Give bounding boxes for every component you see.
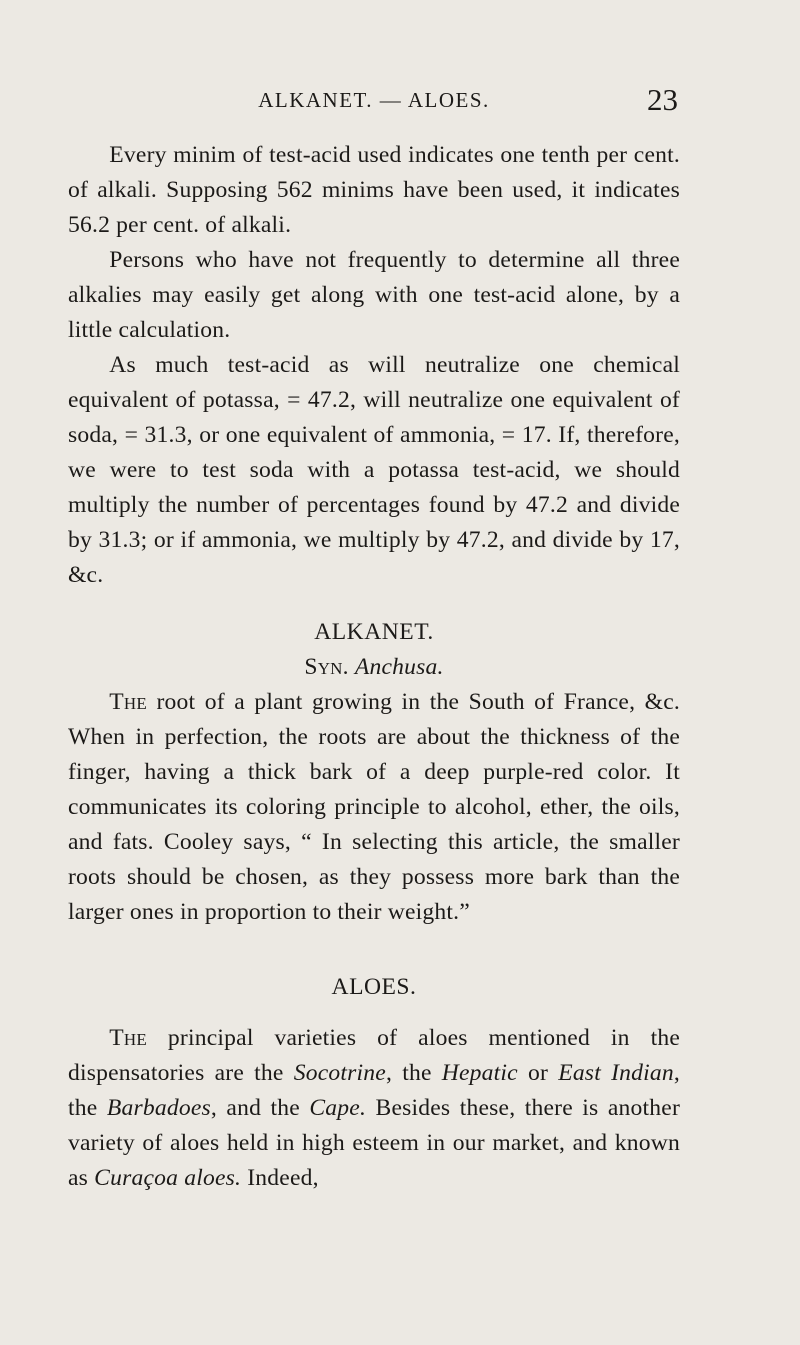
- text-run: Besides these, there is another variety of aloes held in high esteem in our market, and known as: [68, 1095, 681, 1191]
- paragraph-alkanet-text: root of a plant growing in the South of France, &c. When in perfection, the roots are about the thickness of the finger, having a thick bark of a deep purple-red color. It communicates its coloring principle to alcohol, ether, the oils, and fats. Cooley says, “ In selecting this article, the smaller roots should be chosen, as they possess more bark than the larger ones in proportion to their weight.”: [68, 689, 680, 925]
- variety-east-indian: East Indian: [558, 1060, 674, 1086]
- paragraph-test-acid-minim: Every minim of test-acid used indicates one tenth per cent. of alkali. Supposing 562 minims have been used, it indicates 56.2 per cent. of alkali.: [68, 142, 680, 238]
- text-run: Indeed,: [241, 1165, 319, 1191]
- page-body: [68, 138, 680, 1196]
- paragraph-lead-word: The: [109, 689, 147, 715]
- paragraph-equivalents: As much test-acid as will neutralize one chemical equivalent of potassa, = 47.2, will neutralize one equivalent of soda, = 31.3, or one equivalent of ammonia, = 17. If, therefore, we were to test soda with a potassa test-acid, we should multiply the number of percentages found by 47.2 and divide by 31.3; or if ammonia, we multiply by 47.2, and divide by 17, &c.: [68, 352, 680, 588]
- section-heading-aloes: ALOES.: [331, 974, 417, 1000]
- variety-curacoa: Curaçoa aloes.: [94, 1165, 242, 1191]
- variety-barbadoes: Barbadoes: [106, 1095, 211, 1121]
- synonym-label: Syn.: [304, 654, 349, 680]
- text-run: , and the: [210, 1095, 310, 1121]
- synonym-name: Anchusa.: [354, 654, 444, 680]
- text-run: principal varieties of aloes mentioned in the dispensatories are the: [68, 1025, 680, 1086]
- page-header: [68, 84, 680, 120]
- variety-socotrine: Socotrine: [293, 1060, 386, 1086]
- paragraph-three-alkalies: Persons who have not frequently to determine all three alkalies may easily get along with one test-acid alone, by a little calculation.: [68, 247, 680, 343]
- paragraph-aloes: [68, 1021, 680, 1196]
- page-number: 23: [647, 82, 678, 117]
- running-head: ALKANET. — ALOES.: [258, 88, 490, 112]
- text-run: , the: [68, 1060, 680, 1121]
- variety-hepatic: Hepatic: [441, 1060, 518, 1086]
- synonym-line: [68, 650, 680, 685]
- paragraph-lead-word: The: [109, 1025, 147, 1051]
- text-run: or: [517, 1060, 559, 1086]
- section-heading-alkanet: ALKANET.: [314, 619, 434, 645]
- text-run: , the: [385, 1060, 442, 1086]
- variety-cape: Cape.: [309, 1095, 367, 1121]
- paragraph-alkanet: [68, 685, 680, 930]
